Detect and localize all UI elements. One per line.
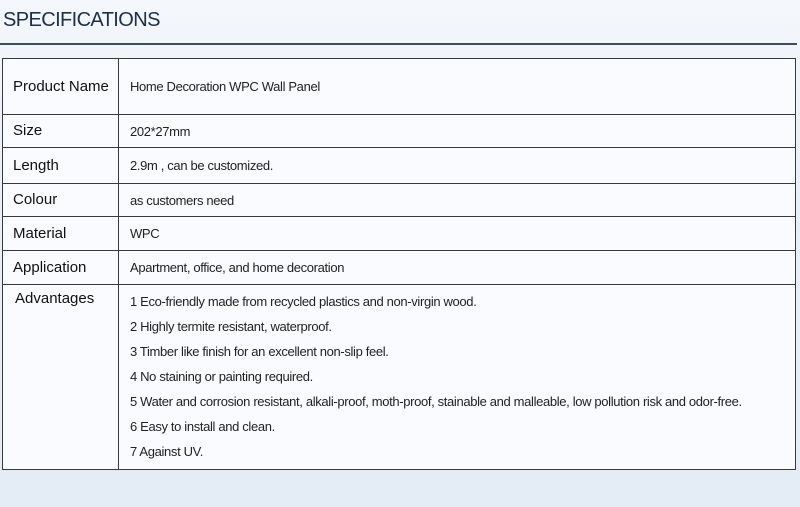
page-title: SPECIFICATIONS (3, 9, 160, 31)
size-value: 202*27mm (119, 115, 796, 148)
table-row-material (3, 217, 796, 251)
application-label: Application (3, 251, 119, 285)
table-row-colour (3, 184, 796, 217)
title-divider (0, 43, 797, 45)
table-row-product-name (3, 59, 796, 115)
advantage-item: 2 Highly termite resistant, waterproof. (130, 319, 332, 334)
advantage-item: 7 Against UV. (130, 444, 204, 459)
table-row-application (3, 251, 796, 285)
material-value: WPC (119, 217, 796, 251)
table-row-advantages (3, 285, 796, 470)
colour-value: as customers need (119, 184, 796, 217)
colour-label: Colour (3, 184, 119, 217)
table-row-length (3, 148, 796, 184)
specifications-table (2, 58, 796, 470)
size-label: Size (3, 115, 119, 148)
application-value: Apartment, office, and home decoration (119, 251, 796, 285)
advantages-list (119, 285, 796, 470)
advantage-item: 6 Easy to install and clean. (130, 419, 275, 434)
product-name-label: Product Name (3, 59, 119, 115)
material-label: Material (3, 217, 119, 251)
header (0, 0, 800, 46)
length-label: Length (3, 148, 119, 184)
advantage-item: 1 Eco-friendly made from recycled plastics and non-virgin wood. (130, 294, 477, 309)
table-row-size (3, 115, 796, 148)
advantage-item: 3 Timber like finish for an excellent non-slip feel. (130, 344, 389, 359)
advantages-label: Advantages (3, 285, 119, 470)
product-name-value: Home Decoration WPC Wall Panel (119, 59, 796, 115)
length-value: 2.9m , can be customized. (119, 148, 796, 184)
advantage-item: 4 No staining or painting required. (130, 369, 313, 384)
advantage-item: 5 Water and corrosion resistant, alkali-proof, moth-proof, stainable and malleable, low pollution risk and odor-free. (130, 394, 742, 409)
